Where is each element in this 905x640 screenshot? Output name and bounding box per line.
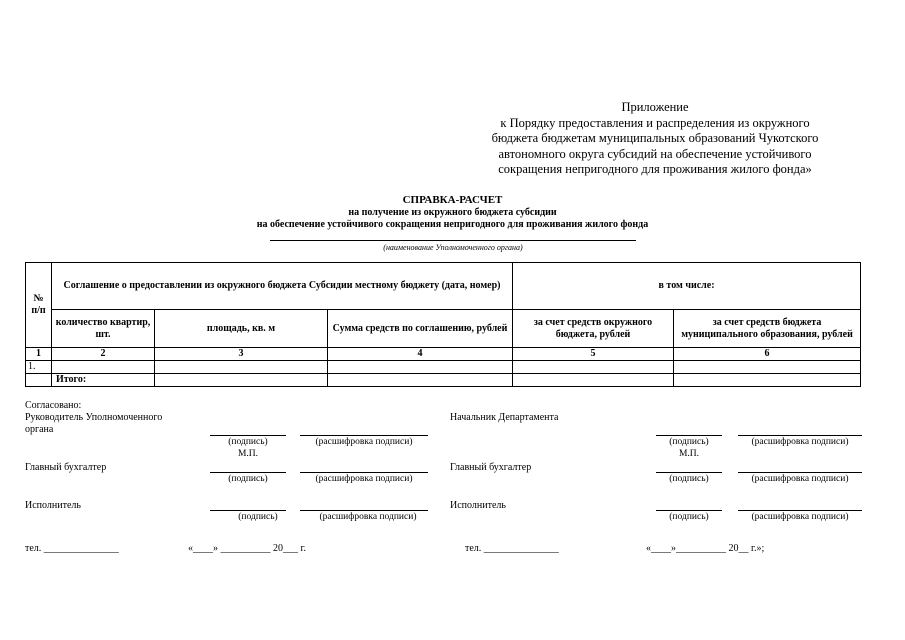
right-executor-title: Исполнитель <box>450 500 506 511</box>
transcript-caption: (расшифровка подписи) <box>319 512 417 522</box>
header-col: за счет средств окружного бюджета, рублей <box>513 310 674 348</box>
org-name-line[interactable] <box>270 240 636 241</box>
left-accountant-title: Главный бухгалтер <box>25 462 107 473</box>
signature-line[interactable] <box>210 435 286 436</box>
table-cell[interactable] <box>674 374 861 387</box>
transcript-caption: (расшифровка подписи) <box>751 474 849 484</box>
transcript-line[interactable] <box>738 472 862 473</box>
signature-line[interactable] <box>210 472 286 473</box>
total-row <box>26 374 861 387</box>
table-cell[interactable] <box>155 361 328 374</box>
signature-caption: (подпись) <box>228 474 268 484</box>
appendix-line: к Порядку предоставления и распределения из окружного <box>500 115 810 130</box>
signature-line[interactable] <box>656 435 722 436</box>
document-subtitle: на обеспечение устойчивого сокращения непригодного для проживания жилого фонда <box>256 219 649 230</box>
transcript-caption: (расшифровка подписи) <box>315 437 413 447</box>
appendix-line: сокращения непригодного для проживания жилого фонда» <box>498 162 812 176</box>
date-field-left[interactable]: «____» __________ 20___ г. <box>188 543 306 554</box>
transcript-line[interactable] <box>300 510 428 511</box>
stamp-label: М.П. <box>237 449 259 459</box>
transcript-caption: (расшифровка подписи) <box>751 437 849 447</box>
appendix-line: автономного округа субсидий на обеспечение устойчивого <box>498 146 812 161</box>
transcript-line[interactable] <box>738 510 862 511</box>
table-cell[interactable] <box>328 361 513 374</box>
header-agreement: Соглашение о предоставлении из окружного бюджета Субсидии местному бюджету (дата, номер) <box>52 263 513 310</box>
right-accountant-title: Главный бухгалтер <box>450 462 532 473</box>
table-cell[interactable] <box>674 361 861 374</box>
transcript-line[interactable] <box>300 472 428 473</box>
appendix-line: Приложение <box>621 100 689 114</box>
appendix-header <box>470 100 840 178</box>
tel-field-right[interactable]: тел. _______________ <box>465 543 559 554</box>
header-num: № п/п <box>26 263 52 348</box>
total-label: Итого: <box>52 374 155 387</box>
header-col: количество квартир, шт. <box>52 310 155 348</box>
signature-caption: (подпись) <box>228 437 268 447</box>
header-including: в том числе: <box>513 263 861 310</box>
column-number: 6 <box>674 348 861 361</box>
date-field-right[interactable]: «____»__________ 20__ г.»; <box>646 543 765 554</box>
column-number: 3 <box>155 348 328 361</box>
transcript-caption: (расшифровка подписи) <box>751 512 849 522</box>
column-number: 5 <box>513 348 674 361</box>
column-number: 4 <box>328 348 513 361</box>
transcript-line[interactable] <box>738 435 862 436</box>
signature-caption: (подпись) <box>669 474 709 484</box>
transcript-caption: (расшифровка подписи) <box>315 474 413 484</box>
left-head-title: Руководитель Уполномоченного <box>25 412 163 423</box>
column-number: 2 <box>52 348 155 361</box>
row-number: 1. <box>26 361 52 374</box>
stamp-label: М.П. <box>678 449 700 459</box>
signature-line[interactable] <box>656 510 722 511</box>
transcript-line[interactable] <box>300 435 428 436</box>
document-subtitle: на получение из окружного бюджета субсидии <box>348 207 557 218</box>
signature-line[interactable] <box>210 510 286 511</box>
appendix-line: бюджета бюджетам муниципальных образований Чукотского <box>491 131 819 145</box>
signature-caption: (подпись) <box>669 437 709 447</box>
table-cell[interactable] <box>155 374 328 387</box>
document-title: СПРАВКА-РАСЧЕТ <box>402 194 503 206</box>
table-cell[interactable] <box>513 361 674 374</box>
header-col: Сумма средств по соглашению, рублей <box>328 310 513 348</box>
signature-caption: (подпись) <box>669 512 709 522</box>
header-col: площадь, кв. м <box>155 310 328 348</box>
left-head-title-2: органа <box>25 424 54 435</box>
agreed-label: Согласовано: <box>25 400 82 411</box>
signature-caption: (подпись) <box>238 512 278 522</box>
org-name-caption: (наименование Уполномоченного органа) <box>383 243 523 252</box>
tel-field-left[interactable]: тел. _______________ <box>25 543 119 554</box>
table-cell[interactable] <box>52 361 155 374</box>
table-row <box>26 361 861 374</box>
table-cell[interactable] <box>513 374 674 387</box>
left-executor-title: Исполнитель <box>25 500 81 511</box>
calculation-table <box>25 262 861 387</box>
column-number: 1 <box>26 348 52 361</box>
table-cell[interactable] <box>328 374 513 387</box>
header-col: за счет средств бюджета муниципального образования, рублей <box>674 310 861 348</box>
signature-line[interactable] <box>656 472 722 473</box>
right-head-title: Начальник Департамента <box>450 412 559 423</box>
